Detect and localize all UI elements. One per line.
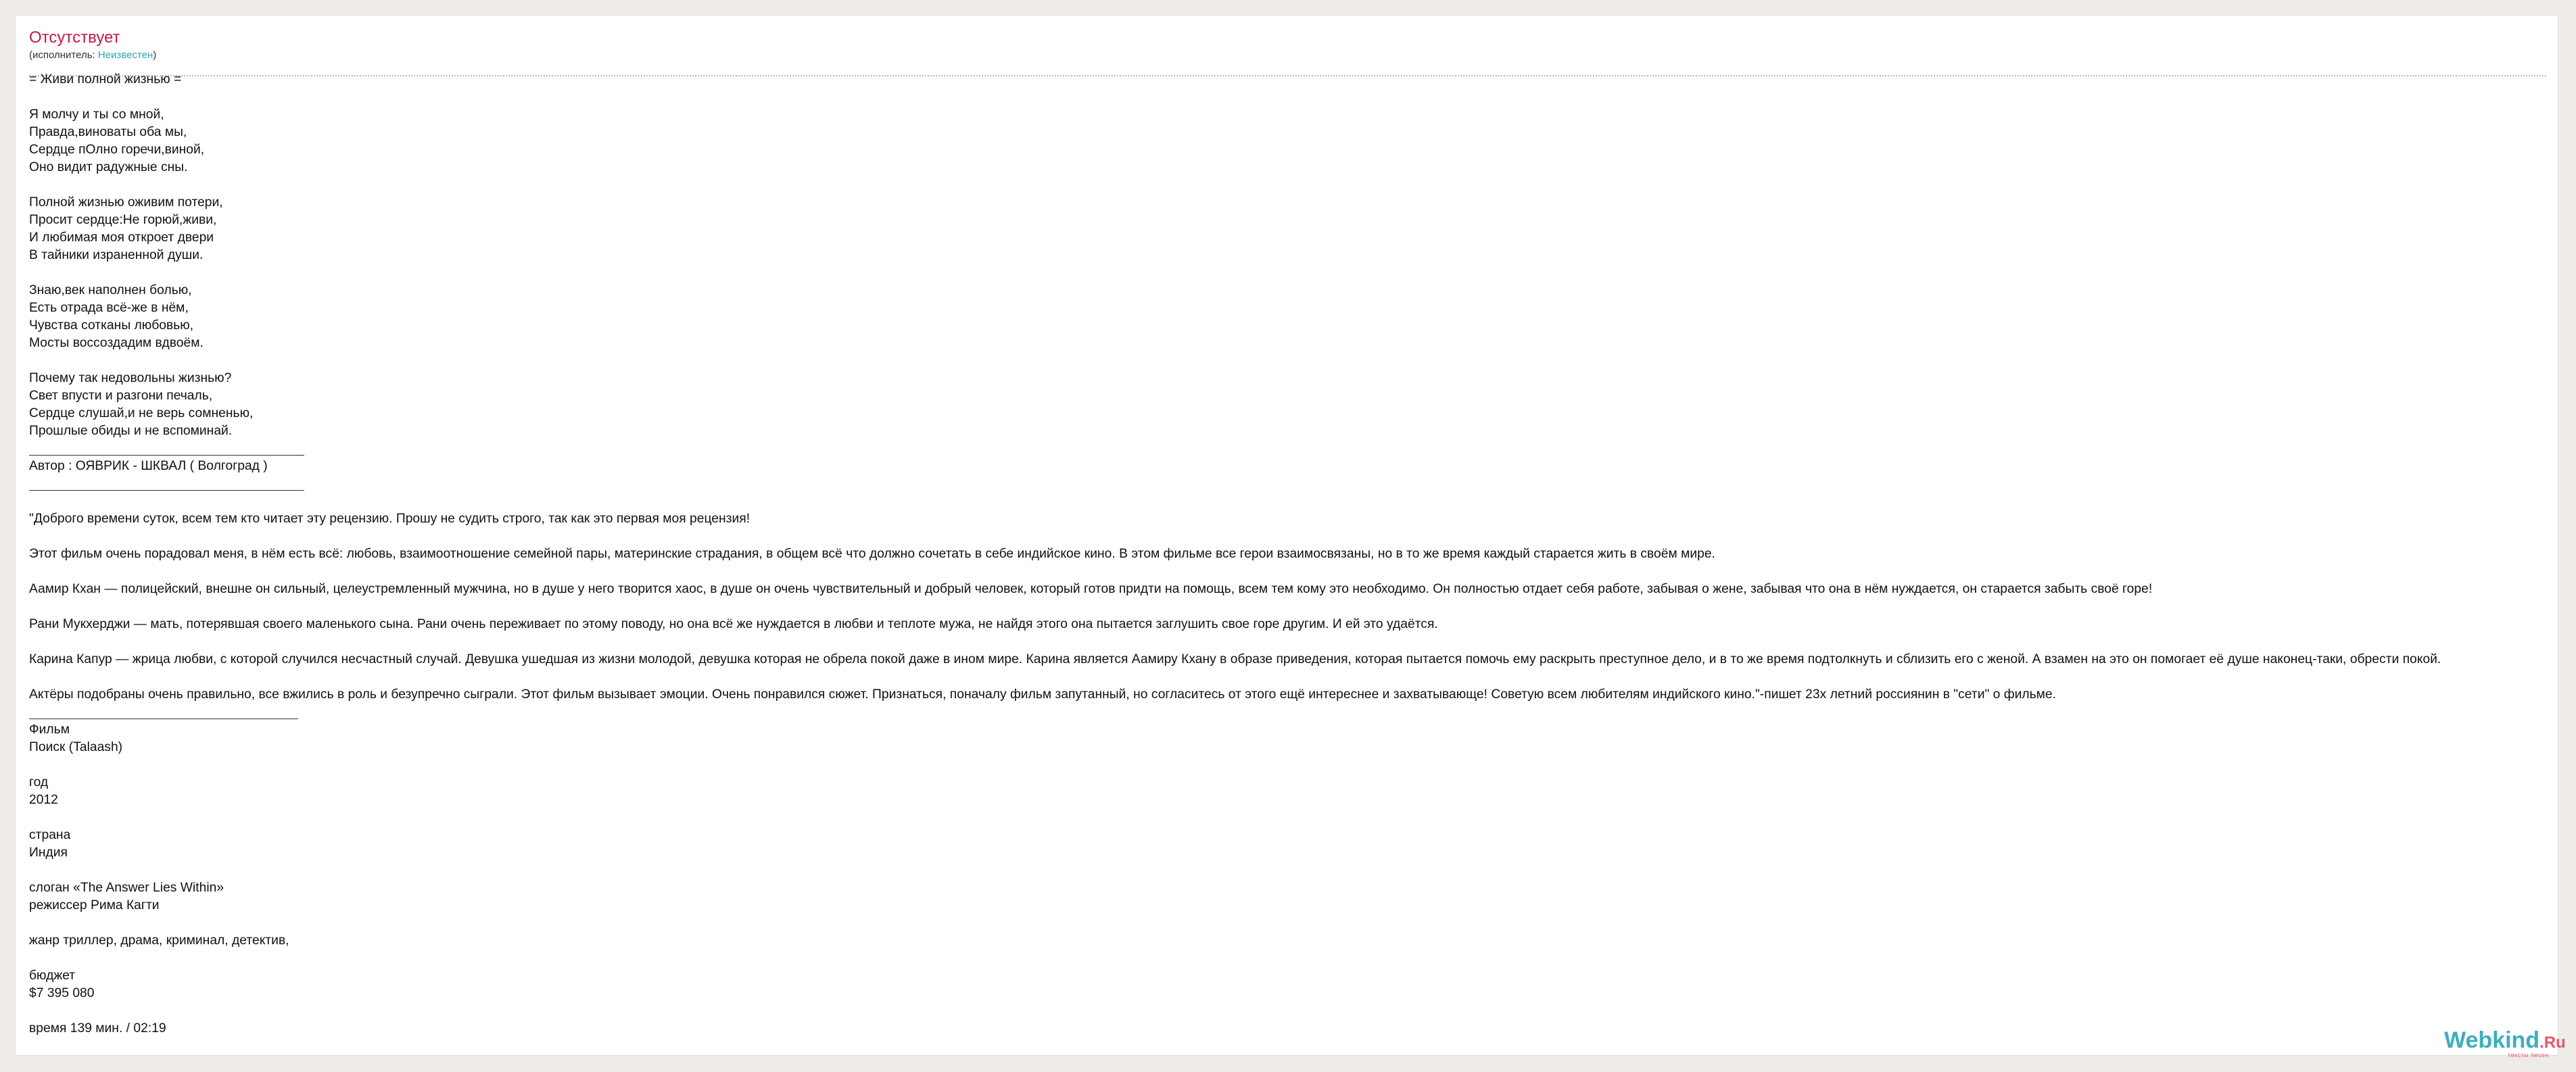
text-line	[29, 862, 2551, 879]
text-line: "Доброго времени суток, всем тем кто читает эту рецензию. Прошу не судить строго, так как это первая моя рецензия!	[29, 512, 750, 526]
text-line	[29, 493, 2551, 510]
horizontal-rule	[29, 440, 2551, 458]
performer-line	[29, 49, 156, 62]
text-line	[29, 176, 2551, 194]
page-card	[15, 15, 2566, 1058]
text-line: = Живи полной жизнью =	[29, 72, 182, 87]
text-line: Актёры подобраны очень правильно, все вжились в роль и безупречно сыграли. Этот фильм вызывает эмоции. Очень понравился сюжет. Признаться, поначалу фильм запутанный, но согласитесь от этого ещё интереснее и захватывающе! Советую всем любителям индийского кино."-пишет 23х летний россиянин в "сети" о фильме.	[29, 687, 2057, 702]
text-line	[29, 668, 2551, 686]
logo-text	[2444, 1028, 2566, 1055]
text-line: Свет впусти и разгони печаль,	[29, 389, 213, 403]
text-line: Поиск (Talaash)	[29, 740, 123, 754]
text-line: Есть отрада всё-же в нём,	[29, 301, 189, 315]
performer-prefix: (исполнитель:	[29, 49, 98, 61]
text-line: жанр триллер, драма, криминал, детектив,	[29, 933, 289, 948]
text-line: Фильм	[29, 723, 70, 737]
text-line	[29, 89, 2551, 106]
horizontal-rule	[29, 704, 2551, 721]
text-line	[29, 563, 2551, 581]
text-line	[29, 528, 2551, 545]
text-line: Правда,виноваты оба мы,	[29, 125, 187, 139]
text-line: Сердце слушай,и не верь сомненью,	[29, 406, 254, 420]
text-line: 2012	[29, 793, 58, 807]
text-line: Полной жизнью оживим потери,	[29, 195, 223, 210]
text-line	[29, 915, 2551, 932]
text-line: время 139 мин. / 02:19	[29, 1021, 166, 1036]
performer-link[interactable]: Неизвестен	[97, 49, 153, 61]
horizontal-rule	[29, 475, 2551, 493]
song-header	[29, 28, 2546, 76]
logo-main: Webkind	[2444, 1027, 2540, 1053]
webkind-logo[interactable]	[2444, 1028, 2576, 1058]
text-line: Автор : ОЯВРИК - ШКВАЛ ( Волгоград )	[29, 459, 268, 473]
text-line: Прошлые обиды и не вспоминай.	[29, 424, 233, 438]
text-line: Рани Мукхерджи — мать, потерявшая своего маленького сына. Рани очень переживает по этому поводу, но она всё же нуждается в любви и теплоте мужа, не найдя этого она пытается заглушить свое горе другим. И ей это удаётся.	[29, 617, 1438, 631]
text-line: Сердце пОлно горечи,виной,	[29, 143, 205, 157]
lyrics-content	[29, 71, 2551, 1038]
text-line: И любимая моя откроет двери	[29, 230, 214, 245]
text-line	[29, 1002, 2551, 1020]
text-line: Я молчу и ты со мной,	[29, 107, 164, 122]
text-line: Оно видит радужные сны.	[29, 160, 188, 174]
text-line	[29, 352, 2551, 370]
text-line	[29, 950, 2551, 967]
performer-suffix: )	[153, 49, 157, 61]
text-line: Почему так недовольны жизнью?	[29, 371, 232, 385]
text-line: Аамир Кхан — полицейский, внешне он сильный, целеустремленный мужчина, но в душе у него творится хаос, в душе он очень чувствительный и добрый человек, который готов придти на помощь, всем тем кому это необходимо. Он полностью отдает себя работе, забывая о жене, забывая что она в нём нуждается, он старается забыть своё горе!	[29, 582, 2153, 596]
text-line: год	[29, 775, 49, 789]
text-line	[29, 633, 2551, 651]
logo-tagline: тексты песен	[2508, 1052, 2550, 1058]
text-line	[29, 809, 2551, 827]
text-line: слоган «The Answer Lies Within»	[29, 881, 224, 895]
text-line: Этот фильм очень порадовал меня, в нём есть всё: любовь, взаимоотношение семейной пары, материнские страдания, в общем всё что должно сочетать в себе индийское кино. В этом фильме все герои взаимосвязаны, но в то же время каждый старается жить в своём мире.	[29, 547, 1715, 561]
text-line: бюджет	[29, 969, 76, 983]
text-line: режиссер Рима Кагти	[29, 898, 160, 912]
text-line: Индия	[29, 846, 68, 860]
text-line: В тайники израненной души.	[29, 248, 204, 262]
text-line	[29, 264, 2551, 282]
text-line: $7 395 080	[29, 986, 95, 1000]
text-line: Карина Капур — жрица любви, с которой случился несчастный случай. Девушка ушедшая из жизни молодой, девушка которая не обрела покой даже в ином мире. Карина является Аамиру Кхану в образе приведения, которая пытается помочь ему раскрыть преступное дело, и в то же время подтолкнуть и сблизить его с женой. А взамен на это он помогает её душе наконец-таки, обрести покой.	[29, 652, 2441, 666]
text-line	[29, 756, 2551, 774]
song-title: Отсутствует	[29, 28, 120, 47]
text-line: Мосты воссоздадим вдвоём.	[29, 336, 204, 350]
text-line: Чувства сотканы любовью,	[29, 318, 194, 333]
logo-tld: .Ru	[2539, 1033, 2566, 1052]
text-line: страна	[29, 828, 71, 842]
text-line	[29, 598, 2551, 616]
text-line: Знаю,век наполнен болью,	[29, 283, 192, 297]
text-line: Просит сердце:Не горюй,живи,	[29, 213, 217, 227]
